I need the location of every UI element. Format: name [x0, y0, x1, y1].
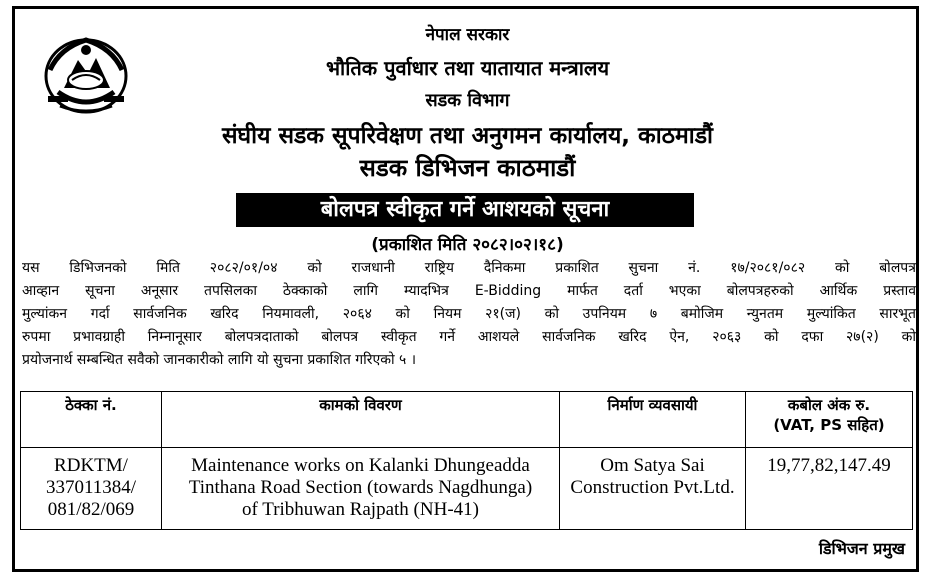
contractor-line: Om Satya Sai — [600, 455, 705, 476]
department-name: सडक विभाग — [425, 90, 510, 111]
body-line: प्रयोजनार्थ सम्बन्धित सवैको जानकारीको लागि यो सुचना प्रकाशित गरिएको ५ । — [22, 352, 417, 368]
body-line: आव्हान सूचना अनूसार तपसिलका ठेक्काको लागि म्यादभित्र E-Bidding मार्फत दर्ता भएका बोलपत्रहरुको आर्थिक प्रस्ताव — [22, 283, 916, 299]
ministry-name: भौतिक पुर्वाधार तथा यातायात मन्त्रालय — [325, 56, 610, 80]
cell-contract-no — [21, 448, 162, 530]
cell-bid-amount: 19,77,82,147.49 — [746, 448, 913, 530]
government-name: नेपाल सरकार — [425, 25, 510, 45]
header-bid-amount-line2: (VAT, PS सहित) — [773, 416, 885, 434]
cell-work-description — [162, 448, 560, 530]
body-line: यस डिभिजनको मिति २०८२/०१/०४ को राजधानी राष्ट्रिय दैनिकमा प्रकाशित सुचना नं. १७/२०८१/०८२ को बोलपत्र — [22, 260, 916, 276]
table-row — [21, 448, 913, 530]
contractor-line: Construction Pvt.Ltd. — [570, 477, 735, 498]
office-name: संघीय सडक सूपरिवेक्षण तथा अनुगमन कार्यालय, काठमाडौं — [222, 123, 713, 149]
signatory: डिभिजन प्रमुख — [818, 539, 905, 558]
published-date: (प्रकाशित मिति २०८२।०२।१८) — [371, 235, 564, 255]
header-bid-amount-line1: कबोल अंक रु. — [787, 396, 871, 414]
division-name: सडक डिभिजन काठमाडौं — [359, 154, 576, 182]
notice-body — [22, 257, 916, 372]
table-header-row — [21, 392, 913, 448]
header-contract-no: ठेक्का नं. — [21, 392, 162, 448]
notice-title: बोलपत्र स्वीकृत गर्ने आशयको सूचना — [236, 193, 694, 227]
work-description-line: Tinthana Road Section (towards Nagdhunga) — [188, 477, 533, 498]
header-bid-amount — [746, 392, 913, 448]
work-description-line: Maintenance works on Kalanki Dhungeadda — [191, 455, 530, 476]
body-line: रुपमा प्रभावग्राही निम्नानूसार बोलपत्रदाताको बोलपत्र स्वीकृत गर्ने आशयले सार्वजनिक खरिद ऐन, २०६३ को दफा २७(२) को — [22, 329, 916, 345]
contract-no-line: 337011384/ — [45, 477, 137, 498]
cell-contractor — [560, 448, 746, 530]
award-table — [20, 391, 913, 530]
contract-no-line: 081/82/069 — [47, 499, 135, 520]
header-work-description: कामको विवरण — [162, 392, 560, 448]
header-contractor: निर्माण व्यवसायी — [560, 392, 746, 448]
contract-no-line: RDKTM/ — [54, 455, 128, 476]
work-description-line: of Tribhuwan Rajpath (NH-41) — [242, 499, 479, 520]
body-line: मुल्यांकन गर्दा सार्वजनिक खरिद नियमावली, २०६४ को नियम २१(ज) को उपनियम ७ बमोजिम न्युनतम मुल्यांकित सारभूत — [22, 306, 916, 322]
